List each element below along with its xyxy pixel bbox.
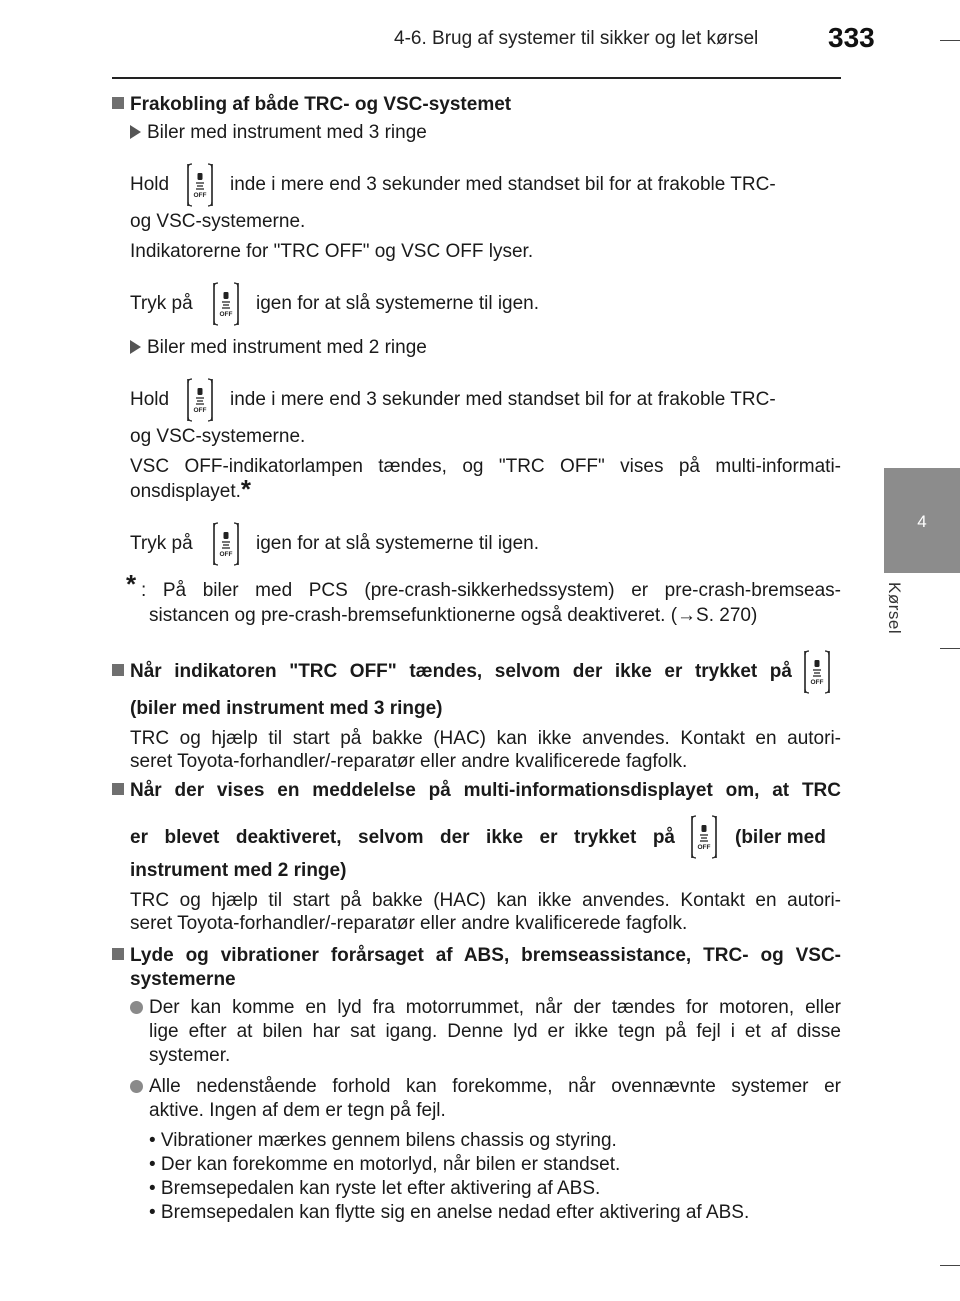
section-heading-3-line-2b: (biler med bbox=[735, 827, 826, 848]
svg-text:OFF: OFF bbox=[810, 679, 824, 686]
section-heading-4: Lyde og vibrationer forårsaget af ABS, bremseassistance, TRC- og VSC- bbox=[112, 943, 841, 968]
section-heading-2-line-2: (biler med instrument med 3 ringe) bbox=[130, 698, 443, 719]
subheading-2-rings: Biler med instrument med 2 ringe bbox=[130, 335, 427, 360]
text-hold-3: Hold bbox=[130, 174, 170, 195]
triangle-bullet-icon bbox=[130, 125, 141, 139]
vsc-off-switch-icon bbox=[688, 814, 720, 860]
text-press-3-rest: igen for at slå systemerne til igen. bbox=[256, 293, 540, 314]
round-bullet-icon bbox=[130, 1080, 143, 1093]
section-heading-3: Når der vises en meddelelse på multi-informationsdisplayet om, at TRC bbox=[112, 778, 841, 803]
bullet-2-line-2: aktive. Ingen af dem er tegn på fejl. bbox=[149, 1100, 446, 1121]
vsc-off-switch-icon bbox=[184, 162, 216, 208]
square-bullet-icon bbox=[112, 664, 124, 676]
crop-mark bbox=[940, 648, 960, 649]
section-heading-4-line-2: systemerne bbox=[130, 969, 236, 990]
svg-text:OFF: OFF bbox=[193, 407, 207, 414]
chapter-tab-label: Kørsel bbox=[885, 582, 904, 635]
text-hold-3-rest: inde i mere end 3 sekunder med standset bil for at frakoble TRC- bbox=[230, 174, 776, 195]
svg-text:OFF: OFF bbox=[219, 311, 233, 318]
crop-mark bbox=[940, 1265, 960, 1266]
bullet-1-line-2: lige efter at bilen har sat igang. Denne lyd er ikke tegn på fejl i et af disse bbox=[149, 1021, 841, 1042]
vsc-off-switch-icon bbox=[184, 377, 216, 423]
square-bullet-icon bbox=[112, 97, 124, 109]
section-heading-3-line-2: er blevet deaktiveret, selvom der ikke er trykket på bbox=[130, 827, 675, 848]
triangle-bullet-icon bbox=[130, 340, 141, 354]
square-bullet-icon bbox=[112, 948, 124, 960]
header-rule bbox=[112, 77, 841, 79]
footnote-line-2: sistancen og pre-crash-bremsefunktionerne også deaktiveret. (→S. 270) bbox=[149, 605, 758, 626]
text-vsc-indicator-2: onsdisplayet.* bbox=[130, 474, 252, 504]
page-number: 333 bbox=[828, 22, 875, 53]
text-vsc-indicator-1: VSC OFF-indikatorlampen tændes, og "TRC OFF" vises på multi-informati- bbox=[130, 456, 841, 477]
section-heading-1: Frakobling af både TRC- og VSC-systemet bbox=[112, 92, 511, 117]
text-press-3: Tryk på bbox=[130, 293, 193, 314]
section-3-body-1: TRC og hjælp til start på bakke (HAC) kan ikke anvendes. Kontakt en autori- bbox=[130, 890, 841, 911]
text-systems-2: og VSC-systemerne. bbox=[130, 426, 306, 447]
section-3-body-2: seret Toyota-forhandler/-reparatør eller andre kvalificerede fagfolk. bbox=[130, 913, 688, 934]
bullet-1-line-3: systemer. bbox=[149, 1045, 231, 1066]
section-heading-3-line-3: instrument med 2 ringe) bbox=[130, 860, 347, 881]
square-bullet-icon bbox=[112, 783, 124, 795]
svg-text:OFF: OFF bbox=[219, 551, 233, 558]
list-item: • Bremsepedalen kan ryste let efter aktivering af ABS. bbox=[149, 1178, 601, 1199]
vsc-off-switch-icon bbox=[210, 521, 242, 567]
subheading-3-rings: Biler med instrument med 3 ringe bbox=[130, 120, 427, 145]
bullet-1-line-1: Der kan komme en lyd fra motorrummet, når der tændes for motoren, eller bbox=[130, 995, 841, 1020]
vsc-off-switch-icon bbox=[801, 649, 833, 695]
section-2-body-1: TRC og hjælp til start på bakke (HAC) kan ikke anvendes. Kontakt en autori- bbox=[130, 728, 841, 749]
bullet-2-line-1: Alle nedenstående forhold kan forekomme, når ovennævnte systemer er bbox=[130, 1074, 841, 1099]
footnote-mark: * bbox=[126, 569, 137, 599]
section-2-body-2: seret Toyota-forhandler/-reparatør eller andre kvalificerede fagfolk. bbox=[130, 751, 688, 772]
crop-mark bbox=[940, 40, 960, 41]
text-indicators-3: Indikatorerne for "TRC OFF" og VSC OFF lyser. bbox=[130, 241, 534, 262]
list-item: • Der kan forekomme en motorlyd, når bilen er standset. bbox=[149, 1154, 621, 1175]
text-press-2-rest: igen for at slå systemerne til igen. bbox=[256, 533, 540, 554]
svg-text:OFF: OFF bbox=[193, 192, 207, 199]
list-item: • Vibrationer mærkes gennem bilens chassis og styring. bbox=[149, 1130, 617, 1151]
chapter-tab-number: 4 bbox=[917, 512, 927, 531]
text-systems-3: og VSC-systemerne. bbox=[130, 211, 306, 232]
svg-text:OFF: OFF bbox=[697, 844, 711, 851]
text-press-2: Tryk på bbox=[130, 533, 193, 554]
footnote-line-1: : På biler med PCS (pre-crash-sikkerhedssystem) er pre-crash-bremseas- bbox=[141, 580, 841, 601]
section-heading-2: Når indikatoren "TRC OFF" tændes, selvom der ikke er trykket på bbox=[112, 659, 792, 684]
list-item: • Bremsepedalen kan flytte sig en anelse nedad efter aktivering af ABS. bbox=[149, 1202, 750, 1223]
text-hold-2: Hold bbox=[130, 389, 170, 410]
text-hold-2-rest: inde i mere end 3 sekunder med standset bil for at frakoble TRC- bbox=[230, 389, 776, 410]
chapter-heading: 4-6. Brug af systemer til sikker og let kørsel bbox=[394, 28, 759, 49]
round-bullet-icon bbox=[130, 1001, 143, 1014]
vsc-off-switch-icon bbox=[210, 281, 242, 327]
